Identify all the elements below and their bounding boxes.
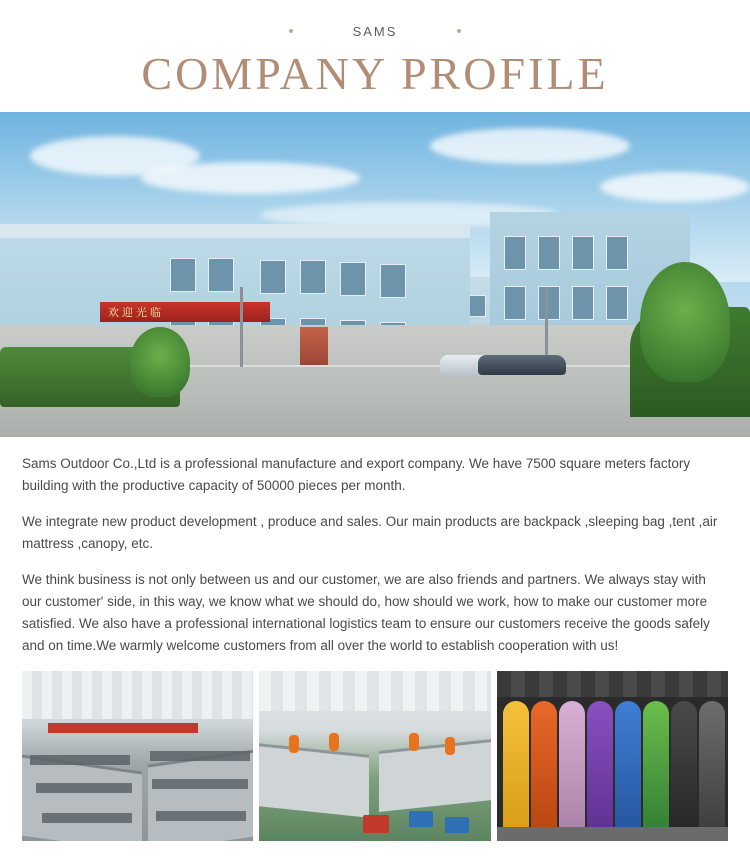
profile-description — [0, 437, 750, 657]
workshop-ceiling — [22, 671, 253, 719]
page-header — [0, 0, 750, 98]
window — [208, 258, 234, 292]
work-table — [22, 755, 142, 841]
window — [538, 286, 560, 320]
brand-name: SAMS — [352, 23, 398, 39]
sleeping-bag — [587, 701, 613, 841]
tree-icon — [640, 262, 730, 382]
sewing-machine-row — [156, 811, 246, 821]
window — [504, 286, 526, 320]
work-table — [148, 750, 253, 842]
work-table — [259, 744, 369, 819]
sewing-machine-row — [150, 751, 250, 761]
workshop-banner — [48, 723, 198, 733]
hero-factory-image — [0, 112, 750, 437]
sleeping-bag — [699, 701, 725, 841]
storage-bin — [409, 811, 433, 827]
sleeping-bag — [671, 701, 697, 841]
workshop-ceiling — [259, 671, 490, 711]
worker-figure — [289, 735, 299, 753]
gallery-photo-sleeping-bags — [497, 671, 728, 841]
sleeping-bag — [559, 701, 585, 841]
tree-icon — [130, 327, 190, 397]
sewing-machine-row — [36, 783, 132, 793]
sewing-machine-row — [30, 755, 130, 765]
sleeping-bag — [531, 701, 557, 841]
gallery-photo-sewing-workshop — [22, 671, 253, 841]
sleeping-bag — [503, 701, 529, 841]
window — [538, 236, 560, 270]
sleeping-bag — [643, 701, 669, 841]
factory-photo-gallery — [0, 671, 750, 855]
worker-figure — [329, 733, 339, 751]
showroom-floor — [497, 827, 728, 841]
paragraph-3: We think business is not only between us and our customer, we are also friends and partners. We always stay with our customer' side, in this way, we know what we should do, how should we work, how to make our customer more satisfied. We also have a professional international logistics team to ensure our customers receive the goods safely and on time.We warmly welcome customers from all over the world to establish cooperation with us! — [22, 572, 710, 654]
shelf-rail — [497, 671, 728, 697]
entrance-signage: 欢迎光临 — [108, 307, 164, 320]
window — [504, 236, 526, 270]
worker-figure — [445, 737, 455, 755]
storage-bin — [363, 815, 389, 833]
sewing-machine-row — [42, 813, 132, 823]
storage-container — [300, 327, 328, 365]
light-pole — [240, 287, 243, 367]
work-table — [379, 739, 490, 812]
window — [170, 258, 196, 292]
window — [340, 262, 366, 296]
gallery-photo-assembly-workshop — [259, 671, 490, 841]
sewing-machine-row — [152, 779, 248, 789]
paragraph-1: Sams Outdoor Co.,Ltd is a professional manufacture and export company. We have 7500 square meters factory building with the productive capacity of 50000 pieces per month. — [22, 456, 691, 494]
window — [572, 236, 594, 270]
page-title: COMPANY PROFILE — [141, 48, 609, 99]
window — [606, 286, 628, 320]
brand-row — [0, 18, 750, 44]
window — [606, 236, 628, 270]
window — [468, 295, 486, 317]
window — [260, 260, 286, 294]
right-dot-icon — [457, 29, 461, 33]
window — [380, 264, 406, 298]
parked-car — [512, 355, 566, 375]
sleeping-bag — [615, 701, 641, 841]
window — [572, 286, 594, 320]
storage-bin — [445, 817, 469, 833]
worker-figure — [409, 733, 419, 751]
window — [300, 260, 326, 294]
paragraph-2: We integrate new product development , produce and sales. Our main products are backpack ,sleeping bag ,tent ,air mattress ,canopy, etc. — [22, 514, 718, 552]
